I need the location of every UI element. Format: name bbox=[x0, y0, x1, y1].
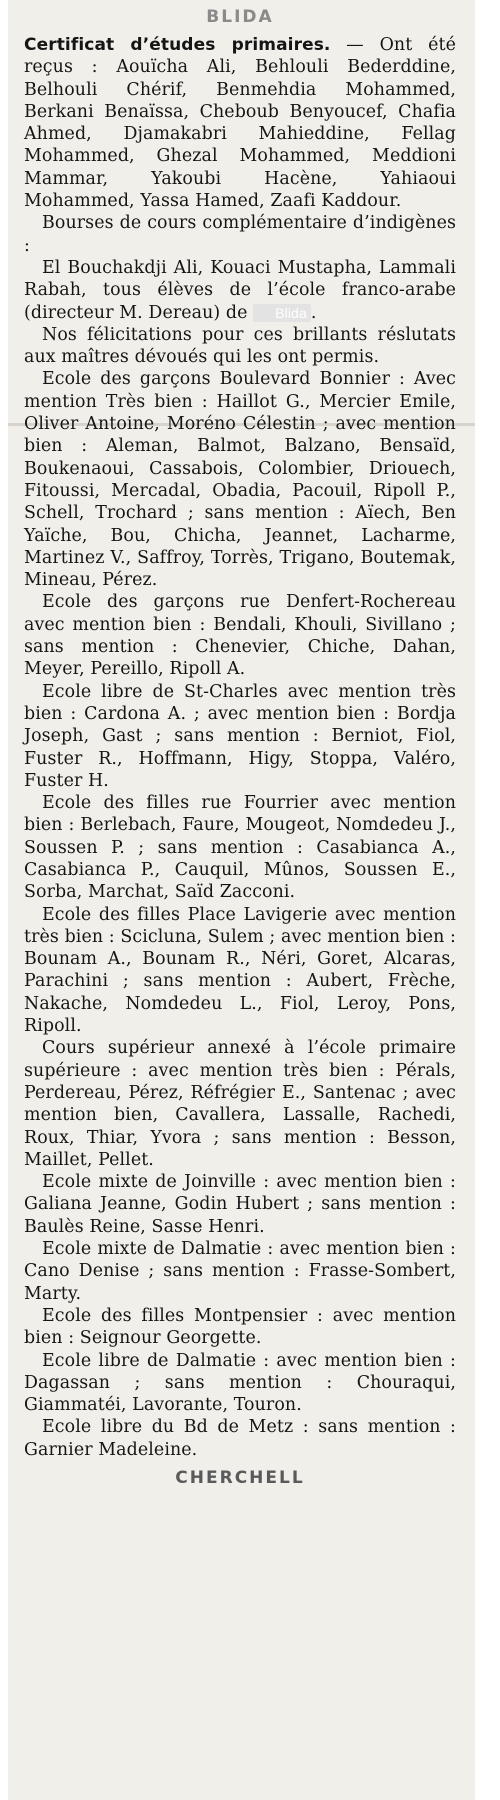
redacted-word: Blida bbox=[253, 304, 311, 322]
school-paragraph-montpensier: Ecole des filles Montpensier : avec mention bien : Seignour Georgette. bbox=[24, 1305, 456, 1349]
certificate-paragraph bbox=[24, 34, 456, 212]
school-paragraph-libre-dalmatie: Ecole libre de Dalmatie : avec mention bien : Dagassan ; sans mention : Chouraqui, Giammatéi, Lavorante, Touron. bbox=[24, 1350, 456, 1416]
school-paragraph-st-charles: Ecole libre de St-Charles avec mention très bien : Cardona A. ; avec mention bien : Bordja Joseph, Gast ; sans mention : Berniot, Fiol, Fuster R., Hoffmann, Higy, Stoppa, Valéro, Fuster H. bbox=[24, 681, 456, 791]
felicitations-paragraph: Nos félicitations pour ces brillants réslutats aux maîtres dévoués qui les ont permis. bbox=[24, 324, 456, 368]
school-paragraph-cours-superieur: Cours supérieur annexé à l’école primaire supérieure : avec mention très bien : Pérals, Perdereau, Pérez, Réfrégier E., Santenac ; avec mention bien, Cavallera, Lassalle, Rachedi, Roux, Thiar, Yvora ; sans mention : Besson, Maillet, Pellet. bbox=[24, 1038, 456, 1170]
section-title: Certificat d’études primaires. bbox=[24, 35, 331, 55]
bourses-names-text: El Bouchakdji Ali, Kouaci Mustapha, Lammali Rabah, tous élèves de l’école franco-arabe (directeur M. Dereau) de bbox=[24, 257, 456, 323]
city-heading: BLIDA bbox=[206, 7, 274, 27]
bourses-names-paragraph: El Bouchakdji Ali, Kouaci Mustapha, Lammali Rabah, tous élèves de l’école franco-arabe (directeur M. Dereau) de Blida . bbox=[24, 257, 456, 323]
school-paragraph-rue-fourrier: Ecole des filles rue Fourrier avec mention bien : Berlebach, Faure, Mougeot, Nomdedeu J., Soussen P. ; sans mention : Casabianca A., Casabianca P., Cauquil, Mûnos, Soussen E., Sorba, Marchat, Saïd Zacconi. bbox=[24, 793, 456, 903]
received-list: Ont été reçus : Aouïcha Ali, Behlouli Bederddine, Belhouli Chérif, Benmehdia Mohammed, Berkani Benaïssa, Cheboub Benyoucef, Chafia Ahmed, Djamakabri Mahieddine, Fellag Mohammed, Ghezal Mohammed, Meddioni Mammar, Yakoubi Hacène, Yahiaoui Mohammed, Yassa Hamed, Zaafi Kaddour. bbox=[24, 35, 456, 212]
next-city-heading: CHERCHELL bbox=[175, 1468, 305, 1488]
title-dash: — bbox=[346, 35, 364, 55]
school-paragraph-bd-de-metz: Ecole libre du Bd de Metz : sans mention : Garnier Madeleine. bbox=[24, 1417, 456, 1460]
school-paragraph-place-lavigerie: Ecole des filles Place Lavigerie avec mention très bien : Scicluna, Sulem ; avec mention bien : Bounam A., Bounam R., Néri, Goret, Alcaras, Parachini ; sans mention : Aubert, Frèche, Nakache, Nomdedeu L., Fiol, Leroy, Pons, Ripoll. bbox=[24, 904, 456, 1037]
school-paragraph-boulevard-bonnier: Ecole des garçons Boulevard Bonnier : Avec mention Très bien : Haillot G., Mercier Emile, Oliver Antoine, Moréno Célestin ; avec mention bien : Aleman, Balmot, Balzano, Bensaïd, Boukenaoui, Cassabois, Colombier, Driouech, Fitoussi, Mercadal, Obadia, Pacouil, Ripoll P., Schell, Trochard ; sans mention : Aïech, Ben Yaïche, Bou, Chicha, Jeannet, Lacharme, Martinez V., Saffroy, Torrès, Trigano, Boutemak, Mineau, Pérez. bbox=[24, 369, 456, 591]
school-paragraph-joinville: Ecole mixte de Joinville : avec mention bien : Galiana Jeanne, Godin Hubert ; sans mention : Baulès Reine, Sasse Henri. bbox=[24, 1172, 456, 1237]
school-paragraph-mixte-dalmatie: Ecole mixte de Dalmatie : avec mention bien : Cano Denise ; sans mention : Frasse-Sombert, Marty. bbox=[24, 1239, 456, 1304]
school-paragraph-denfert-rochereau: Ecole des garçons rue Denfert-Rochereau avec mention bien : Bendali, Khouli, Sivillano ; sans mention : Chenevier, Chiche, Dahan, Meyer, Pereillo, Ripoll A. bbox=[24, 592, 456, 680]
article-column bbox=[24, 6, 456, 1495]
bourses-paragraph: Bourses de cours complémentaire d’indigènes : bbox=[24, 213, 456, 256]
